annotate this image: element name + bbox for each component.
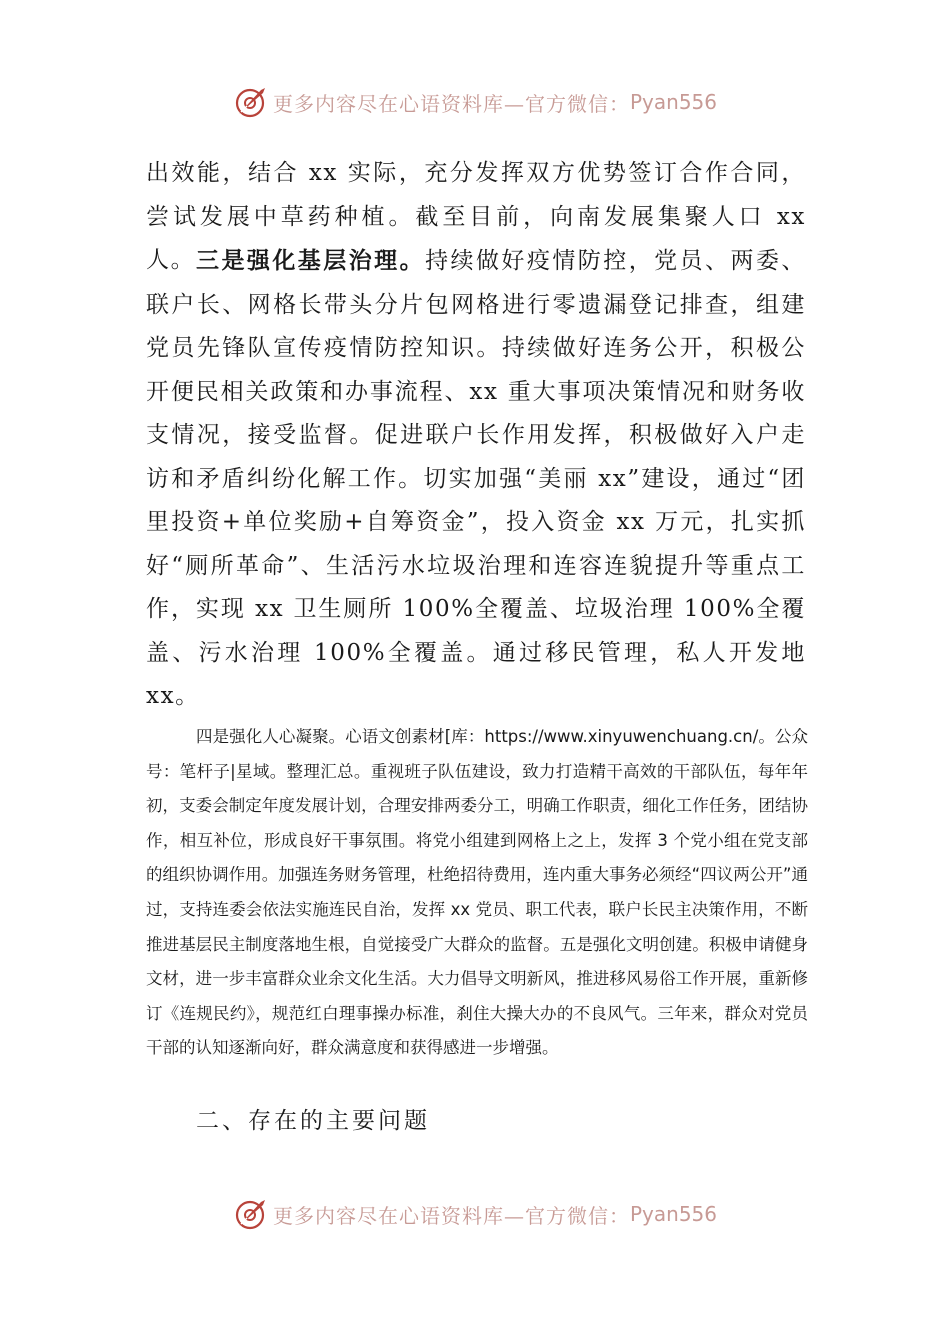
banner-text: 更多内容尽在心语资料库—官方微信： bbox=[272, 91, 630, 116]
quill-logo-icon bbox=[233, 1196, 269, 1232]
header-watermark-banner bbox=[0, 82, 950, 122]
paragraph-continuation: 出效能，结合 xx 实际，充分发挥双方优势签订合作合同，尝试发展中草药种植。截至目前，向南发展集聚人口 xx 人。 bbox=[146, 160, 806, 273]
paragraph-body-text: 持续做好疫情防控，党员、两委、联户长、网格长带头分片包网格进行零遗漏登记排查，组建党员先锋队宣传疫情防控知识。持续做好连务公开，积极公开便民相关政策和办事流程、xx 重大事项决策情况和财务收支情况，接受监督。促进联户长作用发挥，积极做好入户走访和矛盾纠纷化解工作。切实加强“美丽 xx”建设，通过“团里投资+单位奖励+自筹资金”，投入资金 xx 万元，扎实抓好“厕所革命”、生活污水垃圾治理和连容连貌提升等重点工作，实现 xx 卫生厕所 100%全覆盖、垃圾治理 100%全覆盖、污水治理 100%全覆盖。通过移民管理，私人开发地 xx。 bbox=[146, 248, 807, 709]
paragraph-grassroots-governance bbox=[146, 239, 806, 719]
paragraph-lead-heading: 三是强化基层治理。 bbox=[196, 247, 426, 274]
paragraph-cohesion: 四是强化人心凝聚。心语文创素材[库：https://www.xinyuwenchuang.cn/。公众号：笔杆子|星域。整理汇总。重视班子队伍建设，致力打造精干高效的干部队伍，每年年初，支委会制定年度发展计划，合理安排两委分工，明确工作职责，细化工作任务，团结协作，相互补位，形成良好干事氛围。将党小组建到网格上之上，发挥 3 个党小组在党支部的组织协调作用。加强连务财务管理，杜绝招待费用，连内重大事务必须经“四议两公开”通过，支持连委会依法实施连民自治，发挥 xx 党员、职工代表，联户长民主决策作用，不断推进基层民主制度落地生根，自觉接受广大群众的监督。五是强化文明创建。积极申请健身文材，进一步丰富群众业余文化生活。大力倡导文明新风，推进移风易俗工作开展，重新修订《连规民约》，规范红白理事操办标准，刹住大操大办的不良风气。三年来，群众对党员干部的认知逐渐向好，群众满意度和获得感进一步增强。 bbox=[146, 727, 808, 1058]
banner-wechat-id: Pyan556 bbox=[629, 1202, 717, 1226]
banner-wechat-id: Pyan556 bbox=[629, 90, 717, 114]
footer-watermark-banner bbox=[0, 1194, 950, 1234]
banner-text: 更多内容尽在心语资料库—官方微信： bbox=[272, 1203, 630, 1228]
quill-logo-icon bbox=[233, 84, 269, 120]
section-heading: 二、存在的主要问题 bbox=[196, 1108, 430, 1134]
